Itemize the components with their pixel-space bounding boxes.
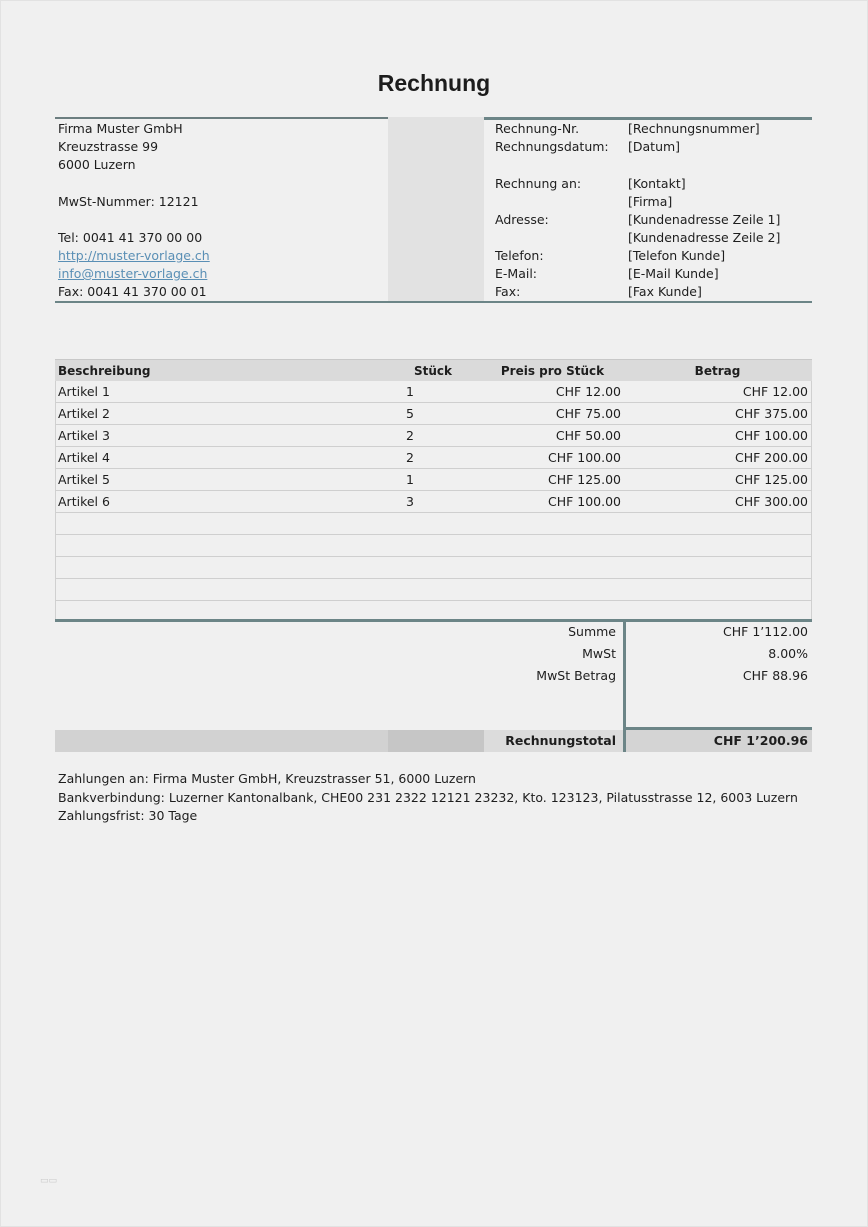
invoice-number-label: Rechnung-Nr. [495, 121, 580, 136]
row-quantity: 1 [406, 384, 414, 399]
row-description: Artikel 2 [58, 406, 110, 421]
sender-phone: Tel: 0041 41 370 00 00 [58, 230, 203, 245]
divider [626, 727, 812, 730]
customer-phone-label: Telefon: [495, 248, 544, 263]
row-amount: CHF 375.00 [734, 406, 808, 421]
subtotal-value: CHF 1’112.00 [723, 624, 808, 639]
address-label: Adresse: [495, 212, 549, 227]
row-unit-price: CHF 125.00 [547, 472, 621, 487]
total-row-shade [55, 730, 388, 752]
row-quantity: 2 [406, 450, 414, 465]
header-quantity: Stück [413, 364, 452, 378]
row-quantity: 5 [406, 406, 414, 421]
bank-details: Bankverbindung: Luzerner Kantonalbank, CHE00 231 2322 12121 23232, Kto. 123123, Pilatusstrasse 12, 6003 Luzern [58, 789, 798, 805]
row-quantity: 1 [406, 472, 414, 487]
divider [55, 301, 812, 303]
table-row [55, 447, 812, 469]
totals-block [55, 619, 812, 752]
table-row [55, 403, 812, 425]
vat-amount-label: MwSt Betrag [536, 668, 616, 683]
sender-city: 6000 Luzern [58, 157, 136, 172]
row-description: Artikel 6 [58, 494, 110, 509]
payment-terms: Zahlungsfrist: 30 Tage [58, 808, 198, 823]
total-row-shade [388, 730, 484, 752]
divider [55, 619, 812, 622]
row-description: Artikel 3 [58, 428, 110, 443]
vat-rate-value: 8.00% [768, 646, 808, 661]
page-title: Rechnung [377, 70, 491, 96]
sender-email-link[interactable]: info@muster-vorlage.ch [58, 266, 208, 281]
row-quantity: 2 [406, 428, 414, 443]
billto-contact: [Kontakt] [628, 176, 686, 191]
row-unit-price: CHF 50.00 [555, 428, 621, 443]
divider [55, 117, 388, 119]
customer-phone-value: [Telefon Kunde] [628, 248, 726, 263]
shaded-column [388, 117, 484, 303]
table-row [55, 425, 812, 447]
empty-row [55, 557, 812, 579]
customer-email-value: [E-Mail Kunde] [628, 266, 719, 281]
invoice-date-label: Rechnungsdatum: [495, 139, 609, 154]
payment-info [58, 770, 818, 826]
table-header [55, 359, 812, 381]
row-unit-price: CHF 100.00 [547, 494, 621, 509]
subtotal-label: Summe [568, 624, 616, 639]
invoice-number-value: [Rechnungsnummer] [628, 121, 760, 136]
row-amount: CHF 100.00 [734, 428, 808, 443]
payment-recipient: Zahlungen an: Firma Muster GmbH, Kreuzstrasser 51, 6000 Luzern [58, 771, 476, 786]
table-row [55, 469, 812, 491]
row-unit-price: CHF 12.00 [555, 384, 621, 399]
billto-company: [Firma] [628, 194, 673, 209]
address-line-1: [Kundenadresse Zeile 1] [628, 212, 781, 227]
empty-row [55, 535, 812, 557]
customer-fax-label: Fax: [495, 284, 521, 299]
address-line-2: [Kundenadresse Zeile 2] [628, 230, 781, 245]
sender-street: Kreuzstrasse 99 [58, 139, 159, 154]
invoice-date-value: [Datum] [628, 139, 681, 154]
row-amount: CHF 200.00 [734, 450, 808, 465]
row-amount: CHF 12.00 [742, 384, 808, 399]
header-description: Beschreibung [58, 364, 151, 378]
grand-total-value: CHF 1’200.96 [713, 733, 808, 748]
divider [623, 619, 626, 752]
sender-vat-number: MwSt-Nummer: 12121 [58, 194, 199, 209]
row-amount: CHF 125.00 [734, 472, 808, 487]
empty-row [55, 513, 812, 535]
sender-fax: Fax: 0041 41 370 00 01 [58, 284, 207, 299]
sender-website-link[interactable]: http://muster-vorlage.ch [58, 248, 210, 263]
row-description: Artikel 5 [58, 472, 110, 487]
customer-fax-value: [Fax Kunde] [628, 284, 702, 299]
vat-rate-label: MwSt [582, 646, 616, 661]
row-description: Artikel 4 [58, 450, 110, 465]
vat-amount-value: CHF 88.96 [742, 668, 808, 683]
header-unit-price: Preis pro Stück [500, 364, 605, 378]
header-block [55, 117, 812, 303]
customer-email-label: E-Mail: [495, 266, 538, 281]
empty-row [55, 579, 812, 601]
row-unit-price: CHF 100.00 [547, 450, 621, 465]
grand-total-label: Rechnungstotal [505, 733, 616, 748]
table-row [55, 381, 812, 403]
row-quantity: 3 [406, 494, 414, 509]
table-row [55, 491, 812, 513]
row-unit-price: CHF 75.00 [555, 406, 621, 421]
row-description: Artikel 1 [58, 384, 110, 399]
watermark-logo: ▭▭ [40, 1176, 58, 1186]
billto-label: Rechnung an: [495, 176, 582, 191]
header-amount: Betrag [694, 364, 741, 378]
sender-company: Firma Muster GmbH [58, 121, 183, 136]
row-amount: CHF 300.00 [734, 494, 808, 509]
